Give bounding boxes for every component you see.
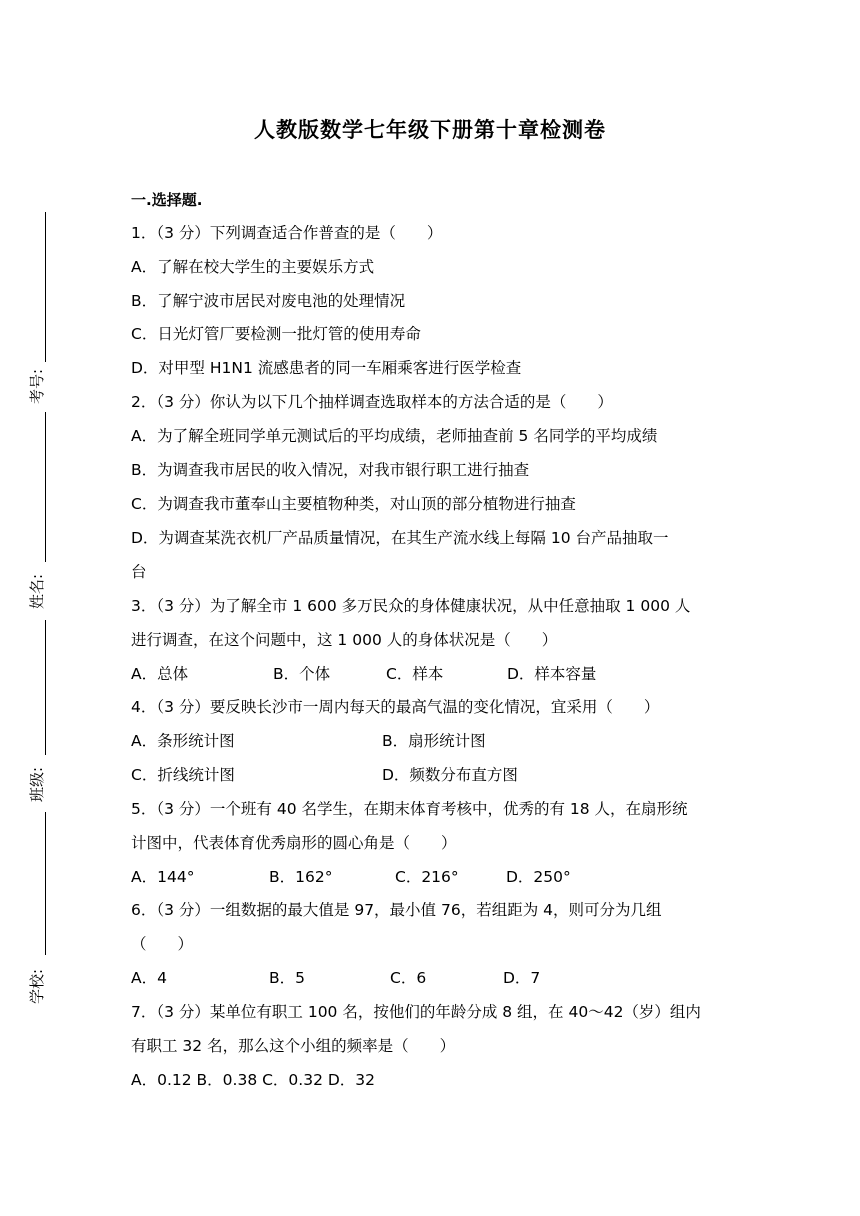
binding-line-1 [45,212,46,362]
q4-option-d: D．频数分布直方图 [382,766,518,784]
page-title: 人教版数学七年级下册第十章检测卷 [254,118,606,142]
q2-option-c: C．为调查我市董奉山主要植物种类，对山顶的部分植物进行抽查 [131,495,576,513]
q4-options-row2 [131,764,518,786]
q6-option-a: A．4 [131,969,167,987]
q6-option-d: D．7 [503,969,541,987]
binding-line-4 [45,812,46,955]
q7-stem: 7．（3 分）某单位有职工 100 名，按他们的年龄分成 8 组，在 40～42（岁）组内 [131,1003,701,1021]
q5-options [131,866,571,888]
q3-option-a: A．总体 [131,665,189,683]
q6-stem-cont: （ ） [131,935,194,953]
q1-option-d: D．对甲型 H1N1 流感患者的同一车厢乘客进行医学检查 [131,359,522,377]
q5-option-d: D．250° [506,868,571,886]
q4-options-row1 [131,730,486,752]
section-heading: 一.选择题. [131,191,203,209]
q3-stem: 3．（3 分）为了解全市 1 600 多万民众的身体健康状况，从中任意抽取 1 000 人 [131,597,691,615]
q4-option-a: A．条形统计图 [131,732,235,750]
q4-option-c: C．折线统计图 [131,766,235,784]
q3-options [131,663,596,685]
school-label: 学校: [28,968,47,1004]
q4-stem: 4．（3 分）要反映长沙市一周内每天的最高气温的变化情况，宜采用（ ） [131,698,660,716]
q2-option-d-cont: 台 [131,563,147,581]
q2-option-d: D．为调查某洗衣机厂产品质量情况，在其生产流水线上每隔 10 台产品抽取一 [131,529,669,547]
q3-option-b: B．个体 [273,665,331,683]
q6-option-b: B．5 [269,969,305,987]
q5-option-a: A．144° [131,868,195,886]
q3-option-c: C．样本 [386,665,444,683]
q5-stem: 5．（3 分）一个班有 40 名学生，在期末体育考核中，优秀的有 18 人，在扇形统 [131,800,688,818]
q7-stem-cont: 有职工 32 名，那么这个小组的频率是（ ） [131,1037,456,1055]
q1-option-a: A．了解在校大学生的主要娱乐方式 [131,258,375,276]
name-label: 姓名: [28,573,47,609]
q1-stem: 1．（3 分）下列调查适合作普查的是（ ） [131,224,443,242]
q2-option-b: B．为调查我市居民的收入情况，对我市银行职工进行抽查 [131,461,530,479]
q6-stem: 6．（3 分）一组数据的最大值是 97，最小值 76，若组距为 4，则可分为几组 [131,901,662,919]
q3-option-d: D．样本容量 [507,665,597,683]
class-label: 班级: [28,766,47,802]
q2-option-a: A．为了解全班同学单元测试后的平均成绩，老师抽查前 5 名同学的平均成绩 [131,427,658,445]
q1-option-b: B．了解宁波市居民对废电池的处理情况 [131,292,406,310]
exam-number-label: 考号: [28,368,47,404]
binding-line-3 [45,620,46,755]
q7-options: A．0.12 B．0.38 C．0.32 D．32 [131,1071,376,1089]
q1-option-c: C．日光灯管厂要检测一批灯管的使用寿命 [131,325,421,343]
q5-stem-cont: 计图中，代表体育优秀扇形的圆心角是（ ） [131,834,457,852]
q5-option-b: B．162° [269,868,333,886]
binding-line-2 [45,412,46,562]
q3-stem-cont: 进行调查，在这个问题中，这 1 000 人的身体状况是（ ） [131,631,558,649]
q2-stem: 2．（3 分）你认为以下几个抽样调查选取样本的方法合适的是（ ） [131,393,613,411]
q6-options [131,967,540,989]
q4-option-b: B．扇形统计图 [382,732,486,750]
q6-option-c: C．6 [390,969,427,987]
q5-option-c: C．216° [395,868,459,886]
